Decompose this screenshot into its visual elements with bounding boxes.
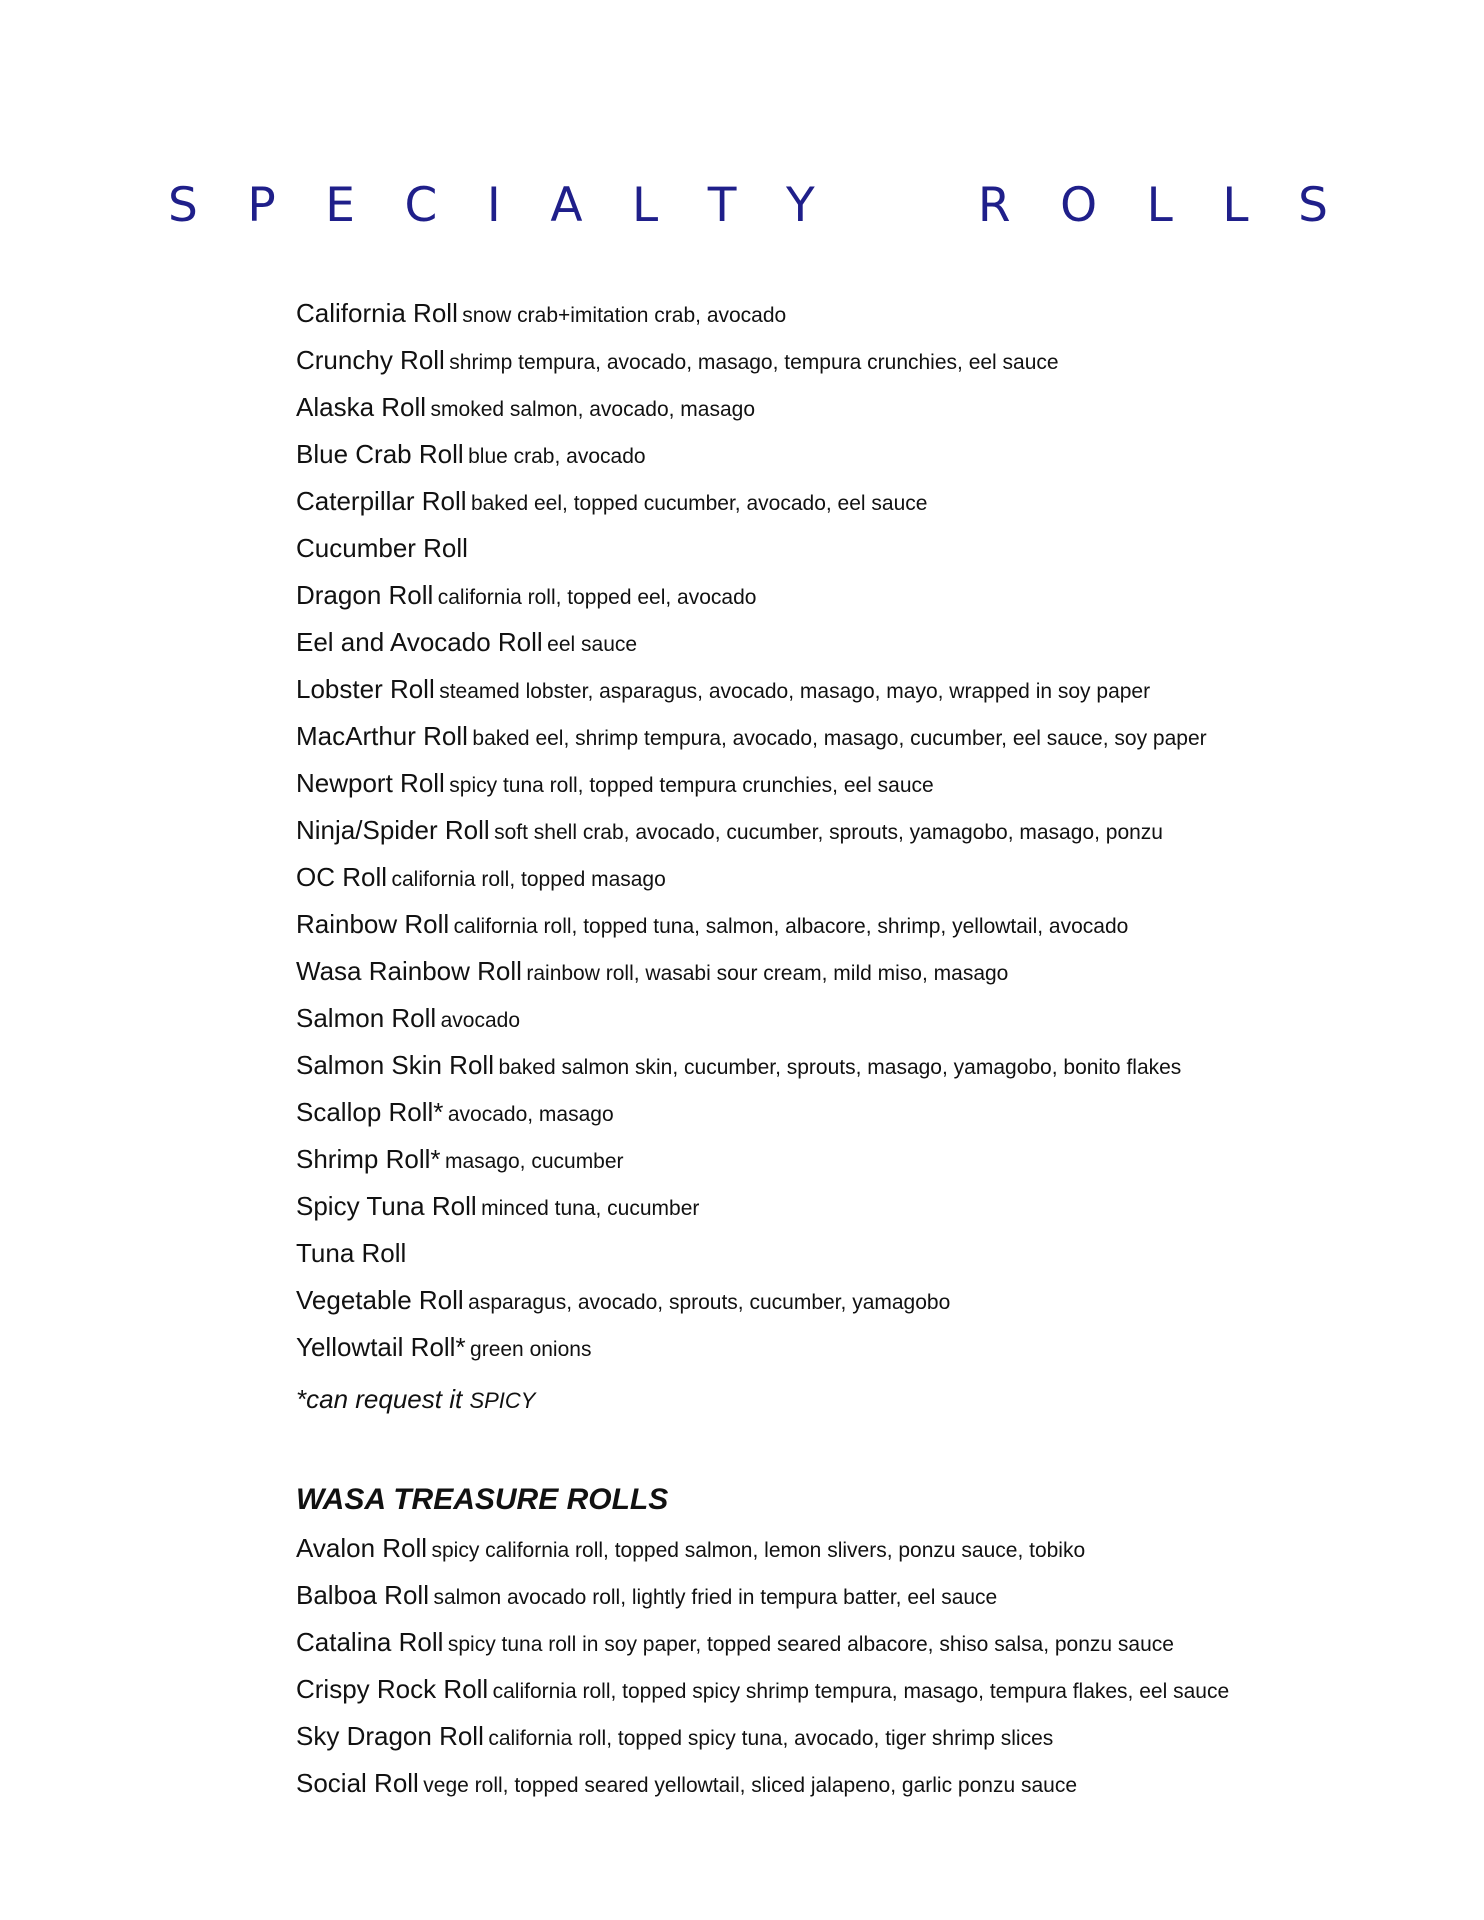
menu-item [296, 1230, 1396, 1277]
menu-item [296, 572, 1396, 619]
roll-description: spicy california roll, topped salmon, lemon slivers, ponzu sauce, tobiko [431, 1539, 1086, 1562]
menu-item [296, 995, 1396, 1042]
menu-item [296, 337, 1396, 384]
title-letter: A [550, 178, 583, 233]
title-letter: L [1146, 178, 1173, 233]
title-letter: Y [786, 178, 815, 233]
roll-description: minced tuna, cucumber [481, 1197, 700, 1220]
title-letter: I [486, 178, 501, 233]
roll-description: avocado [440, 1009, 521, 1032]
menu-content [296, 290, 1396, 1807]
menu-item [296, 1666, 1396, 1713]
title-letter: L [1222, 178, 1249, 233]
title-letter: P [247, 178, 276, 233]
roll-name: Wasa Rainbow Roll [296, 956, 522, 986]
menu-item [296, 760, 1396, 807]
treasure-rolls-heading: WASA TREASURE ROLLS [296, 1483, 669, 1516]
menu-item [296, 1277, 1396, 1324]
roll-description: baked eel, topped cucumber, avocado, eel sauce [470, 492, 928, 515]
roll-name: Ninja/Spider Roll [296, 815, 490, 845]
roll-description: asparagus, avocado, sprouts, cucumber, yamagobo [468, 1291, 951, 1314]
roll-name: Balboa Roll [296, 1580, 429, 1610]
title-letter: C [404, 178, 438, 233]
roll-name: Catalina Roll [296, 1627, 444, 1657]
roll-description: blue crab, avocado [468, 445, 646, 468]
menu-item [296, 1760, 1396, 1807]
title-letter: S [168, 178, 198, 233]
roll-description: california roll, topped tuna, salmon, albacore, shrimp, yellowtail, avocado [453, 915, 1129, 938]
roll-description: california roll, topped spicy shrimp tempura, masago, tempura flakes, eel sauce [492, 1680, 1230, 1703]
menu-item [296, 1183, 1396, 1230]
roll-name: Lobster Roll [296, 674, 435, 704]
roll-name: Dragon Roll [296, 580, 434, 610]
roll-name: California Roll [296, 298, 458, 328]
menu-item [296, 525, 1396, 572]
menu-item [296, 1136, 1396, 1183]
specialty-rolls-list [296, 290, 1396, 1371]
roll-name: Spicy Tuna Roll [296, 1191, 477, 1221]
roll-name: OC Roll [296, 862, 388, 892]
menu-item [296, 1525, 1396, 1572]
roll-name: Salmon Skin Roll [296, 1050, 494, 1080]
roll-name: Tuna Roll [296, 1238, 407, 1268]
roll-name: Rainbow Roll [296, 909, 450, 939]
page-title [168, 178, 1328, 234]
roll-description: california roll, topped masago [391, 868, 666, 891]
menu-item [296, 619, 1396, 666]
roll-name: Crunchy Roll [296, 345, 445, 375]
roll-description: soft shell crab, avocado, cucumber, sprouts, yamagobo, masago, ponzu [494, 821, 1163, 844]
roll-description: spicy tuna roll in soy paper, topped seared albacore, shiso salsa, ponzu sauce [447, 1633, 1174, 1656]
roll-description: eel sauce [547, 633, 638, 656]
roll-description: green onions [470, 1338, 592, 1361]
spicy-note-text: *can request it [296, 1384, 470, 1414]
roll-name: Eel and Avocado Roll [296, 627, 543, 657]
title-word-gap [864, 178, 928, 234]
title-letter: R [977, 178, 1011, 233]
menu-item [296, 1572, 1396, 1619]
roll-description: spicy tuna roll, topped tempura crunchies, eel sauce [449, 774, 934, 797]
roll-name: Vegetable Roll [296, 1285, 464, 1315]
menu-item [296, 713, 1396, 760]
roll-name: MacArthur Roll [296, 721, 468, 751]
title-letter: S [1298, 178, 1328, 233]
menu-item [296, 1619, 1396, 1666]
title-letter: T [707, 178, 737, 233]
roll-name: Alaska Roll [296, 392, 427, 422]
roll-name: Caterpillar Roll [296, 486, 467, 516]
roll-name: Social Roll [296, 1768, 419, 1798]
roll-description: salmon avocado roll, lightly fried in tempura batter, eel sauce [433, 1586, 998, 1609]
roll-name: Cucumber Roll [296, 533, 468, 563]
menu-item [296, 1713, 1396, 1760]
menu-item [296, 854, 1396, 901]
roll-description: rainbow roll, wasabi sour cream, mild miso, masago [526, 962, 1009, 985]
roll-name: Avalon Roll [296, 1533, 428, 1563]
spicy-note [296, 1379, 1396, 1421]
menu-item [296, 948, 1396, 995]
roll-description: smoked salmon, avocado, masago [430, 398, 756, 421]
roll-description: baked eel, shrimp tempura, avocado, masago, cucumber, eel sauce, soy paper [472, 727, 1207, 750]
roll-name: Blue Crab Roll [296, 439, 464, 469]
menu-item [296, 807, 1396, 854]
menu-item [296, 1089, 1396, 1136]
menu-item [296, 478, 1396, 525]
menu-item [296, 1324, 1396, 1371]
menu-item [296, 290, 1396, 337]
roll-name: Yellowtail Roll* [296, 1332, 466, 1362]
roll-name: Salmon Roll [296, 1003, 437, 1033]
spicy-note-emphasis: SPICY [469, 1388, 536, 1413]
title-letter: E [325, 178, 355, 233]
roll-description: masago, cucumber [444, 1150, 624, 1173]
menu-item [296, 431, 1396, 478]
roll-name: Sky Dragon Roll [296, 1721, 484, 1751]
roll-name: Newport Roll [296, 768, 445, 798]
roll-description: california roll, topped spicy tuna, avocado, tiger shrimp slices [488, 1727, 1054, 1750]
title-letter: L [632, 178, 659, 233]
title-letter: O [1060, 178, 1098, 233]
roll-description: snow crab+imitation crab, avocado [462, 304, 787, 327]
roll-description: steamed lobster, asparagus, avocado, masago, mayo, wrapped in soy paper [439, 680, 1151, 703]
roll-name: Crispy Rock Roll [296, 1674, 489, 1704]
treasure-rolls-list [296, 1525, 1396, 1807]
roll-description: avocado, masago [447, 1103, 614, 1126]
menu-item [296, 901, 1396, 948]
roll-name: Shrimp Roll* [296, 1144, 441, 1174]
roll-description: california roll, topped eel, avocado [437, 586, 757, 609]
roll-description: baked salmon skin, cucumber, sprouts, masago, yamagobo, bonito flakes [498, 1056, 1182, 1079]
menu-item [296, 1042, 1396, 1089]
roll-description: shrimp tempura, avocado, masago, tempura crunchies, eel sauce [449, 351, 1059, 374]
roll-description: vege roll, topped seared yellowtail, sliced jalapeno, garlic ponzu sauce [423, 1774, 1078, 1797]
menu-item [296, 384, 1396, 431]
menu-item [296, 666, 1396, 713]
roll-name: Scallop Roll* [296, 1097, 444, 1127]
